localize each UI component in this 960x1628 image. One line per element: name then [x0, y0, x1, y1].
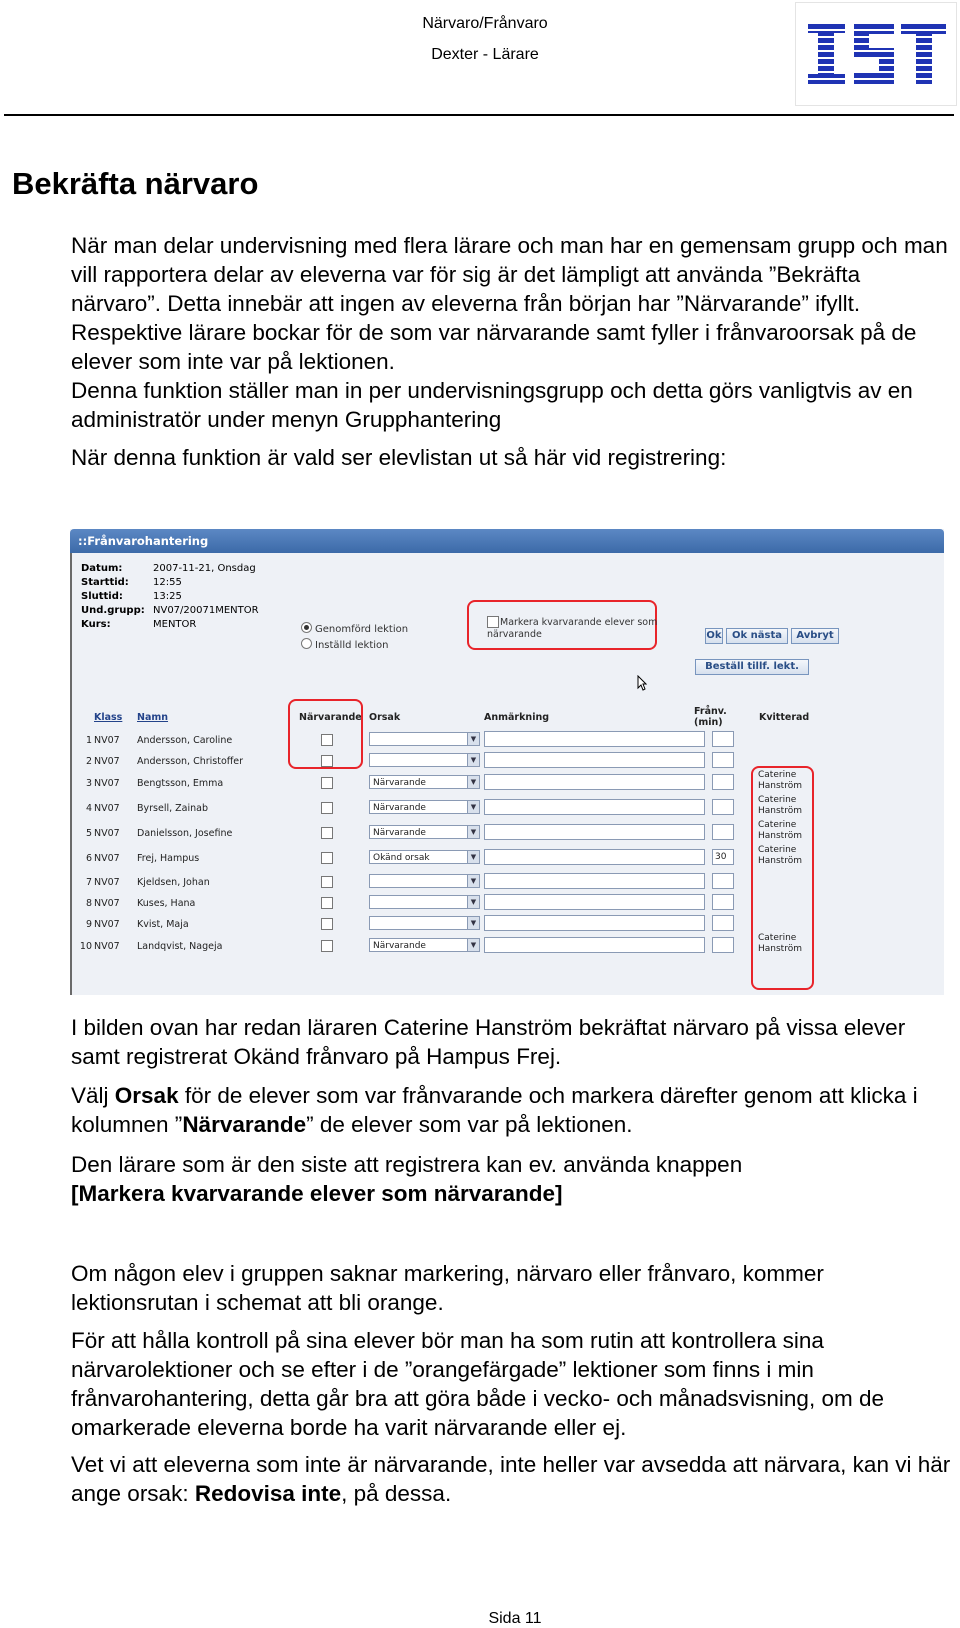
page-number: Sida 11 — [488, 1610, 542, 1627]
absence-minutes-input[interactable] — [712, 752, 734, 768]
header-title: Närvaro/Frånvaro — [422, 15, 548, 32]
absence-minutes-input[interactable] — [712, 894, 734, 910]
table-row — [78, 751, 938, 771]
text-span: ” de elever som var på lektionen. — [306, 1112, 633, 1137]
absence-minutes-input[interactable] — [712, 799, 734, 815]
chevron-down-icon: ▼ — [467, 826, 479, 838]
ok-next-button[interactable]: Ok nästa — [726, 628, 788, 644]
after-paragraph-1: I bilden ovan har redan läraren Caterine Hanström bekräftat närvaro på vissa elever samt registrerat Okänd frånvaro på Hampus Frej. — [71, 1015, 906, 1069]
row-number: 7 — [85, 877, 92, 888]
remark-input[interactable] — [484, 873, 705, 889]
row-klass: NV07 — [94, 756, 120, 767]
acknowledged-by-line: Hanström — [758, 806, 802, 816]
text-span: för de elever som var frånvarande och markera därefter genom att klicka i kolumnen ” — [71, 1083, 918, 1137]
remark-input[interactable] — [484, 915, 705, 931]
remark-input[interactable] — [484, 894, 705, 910]
text-span: , på dessa. — [341, 1481, 452, 1506]
reason-select[interactable] — [369, 732, 480, 746]
table-row — [78, 893, 938, 913]
info-key: Datum: — [81, 563, 123, 574]
ok-button[interactable]: Ok — [705, 628, 723, 644]
remark-input[interactable] — [484, 752, 705, 768]
info-key: Und.grupp: — [81, 605, 145, 616]
row-number: 10 — [79, 941, 92, 952]
remark-input[interactable] — [484, 824, 705, 840]
present-checkbox[interactable] — [321, 755, 333, 767]
row-namn: Frej, Hampus — [137, 853, 200, 864]
header-subtitle: Dexter - Lärare — [431, 46, 539, 63]
acknowledged-by-line: Hanström — [758, 944, 802, 954]
row-namn: Danielsson, Josefine — [137, 828, 233, 839]
column-anmarkning: Anmärkning — [484, 712, 550, 723]
column-franvaro — [694, 706, 727, 728]
acknowledged-by-line: Caterine — [758, 820, 797, 830]
row-klass: NV07 — [94, 877, 120, 888]
intro-paragraph-2: Denna funktion ställer man in per undervisningsgrupp och detta görs vanligtvis av en administratör under menyn Grupphantering — [71, 378, 913, 432]
info-row — [81, 577, 381, 591]
page-header — [0, 0, 960, 118]
bold-orsak: Orsak — [114, 1083, 179, 1108]
absence-minutes-input[interactable] — [712, 915, 734, 931]
acknowledged-by — [758, 933, 818, 955]
screenshot-title-bar: ::Frånvarohantering — [70, 529, 944, 553]
table-row — [78, 795, 938, 818]
acknowledged-by-line: Caterine — [758, 933, 797, 943]
column-franvaro-line: Frånv. — [694, 706, 727, 717]
after-paragraph-4: Om någon elev i gruppen saknar markering, närvaro eller frånvaro, kommer lektionsrutan i schemat att bli orange. — [71, 1261, 824, 1315]
chevron-down-icon: ▼ — [467, 733, 479, 745]
table-row — [78, 872, 938, 892]
bold-narvarande: Närvarande — [182, 1112, 307, 1137]
info-value: MENTOR — [153, 619, 197, 630]
row-namn: Andersson, Caroline — [137, 735, 233, 746]
column-kvitterad: Kvitterad — [759, 712, 810, 723]
cancel-button[interactable]: Avbryt — [791, 628, 839, 644]
acknowledged-by — [758, 820, 818, 842]
after-paragraph-5: För att hålla kontroll på sina elever bör man ha som rutin att kontrollera sina närvarolektioner och se efter i de ”orangefärgade” lektioner som finns i min frånvarohantering, detta går bra att göra både i vecko- och månadsvisning, om de omarkerade eleverna borde ha varit närvarande eller ej. — [71, 1328, 884, 1440]
reason-select[interactable] — [369, 895, 480, 909]
chevron-down-icon: ▼ — [467, 896, 479, 908]
info-value: 13:25 — [153, 591, 182, 602]
ist-logo — [795, 2, 957, 106]
acknowledged-by — [758, 795, 818, 817]
acknowledged-by-line: Caterine — [758, 795, 797, 805]
mouse-cursor-icon — [637, 675, 647, 691]
reason-select[interactable] — [369, 800, 480, 814]
acknowledged-by — [758, 845, 818, 867]
reason-select-value: Närvarande — [373, 803, 426, 813]
row-klass: NV07 — [94, 853, 120, 864]
chevron-down-icon: ▼ — [467, 776, 479, 788]
row-namn: Kjeldsen, Johan — [137, 877, 210, 888]
reason-select[interactable] — [369, 825, 480, 839]
row-klass: NV07 — [94, 828, 120, 839]
chevron-down-icon: ▼ — [467, 801, 479, 813]
row-number: 8 — [85, 898, 92, 909]
text-span: Välj — [71, 1083, 115, 1108]
present-checkbox[interactable] — [321, 940, 333, 952]
ist-logo-graphic — [796, 3, 956, 105]
row-number: 9 — [85, 919, 92, 930]
chevron-down-icon: ▼ — [467, 875, 479, 887]
reason-select[interactable] — [369, 874, 480, 888]
remark-input[interactable] — [484, 799, 705, 815]
absence-minutes-input[interactable] — [712, 937, 734, 953]
info-key: Starttid: — [81, 577, 129, 588]
present-checkbox[interactable] — [321, 777, 333, 789]
info-value: NV07/20071MENTOR — [153, 605, 259, 616]
radio-unselected-icon — [301, 638, 312, 649]
info-value: 12:55 — [153, 577, 182, 588]
order-extra-lesson-button[interactable]: Beställ tillf. lekt. — [695, 659, 809, 675]
row-klass: NV07 — [94, 941, 120, 952]
after-paragraph-2 — [71, 1081, 951, 1139]
acknowledged-by-line: Hanström — [758, 781, 802, 791]
radio-selected-icon — [301, 622, 312, 633]
reason-select[interactable] — [369, 938, 480, 952]
row-namn: Kvist, Maja — [137, 919, 189, 930]
reason-select[interactable] — [369, 850, 480, 864]
remark-input[interactable] — [484, 937, 705, 953]
radio-lesson-done[interactable] — [301, 622, 408, 635]
row-namn: Landqvist, Nageja — [137, 941, 223, 952]
acknowledged-by-line: Hanström — [758, 856, 802, 866]
screenshot-border — [70, 553, 72, 995]
column-orsak: Orsak — [369, 712, 401, 723]
remark-input[interactable] — [484, 774, 705, 790]
header-divider — [4, 114, 954, 116]
present-checkbox[interactable] — [321, 897, 333, 909]
intro-paragraph-1: När man delar undervisning med flera lärare och man har en gemensam grupp och man vill rapportera delar av eleverna var för sig är det lämpligt att använda ”Bekräfta närvaro”. Detta innebär att ingen av eleverna från början har ”Närvarande” ifyllt. Respektive lärare bockar för de som var närvarande samt fyller i frånvaroorsak på de elever som inte var på lektionen. — [71, 233, 948, 374]
info-row — [81, 605, 381, 619]
table-row — [78, 933, 938, 956]
table-row — [78, 845, 938, 868]
reason-select-value: Närvarande — [373, 778, 426, 788]
radio-lesson-cancelled[interactable] — [301, 638, 389, 651]
table-row — [78, 770, 938, 793]
present-checkbox[interactable] — [321, 918, 333, 930]
reason-select-value: Närvarande — [373, 941, 426, 951]
intro-paragraph-3: När denna funktion är vald ser elevlistan ut så här vid registrering: — [71, 445, 727, 470]
column-narvarande: Närvarande — [299, 712, 362, 723]
absence-management-screenshot — [70, 529, 944, 995]
info-key: Sluttid: — [81, 591, 123, 602]
row-namn: Kuses, Hana — [137, 898, 196, 909]
absence-minutes-input[interactable] — [712, 774, 734, 790]
section-heading: Bekräfta närvaro — [12, 166, 259, 201]
reason-select[interactable] — [369, 753, 480, 767]
info-value: 2007-11-21, Onsdag — [153, 563, 256, 574]
absence-minutes-input[interactable] — [712, 873, 734, 889]
row-klass: NV07 — [94, 735, 120, 746]
info-key: Kurs: — [81, 619, 111, 630]
reason-select-value: Okänd orsak — [373, 853, 430, 863]
info-row — [81, 591, 381, 605]
present-checkbox[interactable] — [321, 734, 333, 746]
present-checkbox[interactable] — [321, 802, 333, 814]
table-row — [78, 730, 938, 750]
row-number: 6 — [85, 853, 92, 864]
present-checkbox[interactable] — [321, 876, 333, 888]
row-klass: NV07 — [94, 778, 120, 789]
text-span: Den lärare som är den siste att registrera kan ev. använda knappen — [71, 1152, 743, 1177]
absence-minutes-input[interactable] — [712, 824, 734, 840]
mark-remaining-label-line: Markera kvarvarande elever som — [500, 617, 658, 628]
table-row — [78, 914, 938, 934]
row-klass: NV07 — [94, 898, 120, 909]
bold-button-name: [Markera kvarvarande elever som närvarande] — [71, 1181, 563, 1206]
present-checkbox[interactable] — [321, 827, 333, 839]
chevron-down-icon: ▼ — [467, 917, 479, 929]
row-number: 1 — [85, 735, 92, 746]
chevron-down-icon: ▼ — [467, 939, 479, 951]
acknowledged-by-line: Caterine — [758, 770, 797, 780]
chevron-down-icon: ▼ — [467, 754, 479, 766]
absence-minutes-input[interactable] — [712, 731, 734, 747]
remark-input[interactable] — [484, 731, 705, 747]
radio-label: Inställd lektion — [315, 640, 389, 651]
remark-input[interactable] — [484, 849, 705, 865]
row-namn: Andersson, Christoffer — [137, 756, 244, 767]
acknowledged-by — [758, 770, 818, 792]
column-klass[interactable]: Klass — [94, 712, 123, 723]
row-number: 5 — [85, 828, 92, 839]
acknowledged-by-line: Hanström — [758, 831, 802, 841]
row-klass: NV07 — [94, 803, 120, 814]
table-row — [78, 820, 938, 843]
mark-remaining-label — [487, 617, 658, 641]
reason-select[interactable] — [369, 775, 480, 789]
reason-select-value: Närvarande — [373, 828, 426, 838]
chevron-down-icon: ▼ — [467, 851, 479, 863]
absence-minutes-input[interactable]: 30 — [712, 849, 734, 865]
bold-redovisa-inte: Redovisa inte — [194, 1481, 342, 1506]
mark-remaining-checkbox[interactable] — [487, 616, 499, 628]
present-checkbox[interactable] — [321, 852, 333, 864]
row-namn: Bengtsson, Emma — [137, 778, 224, 789]
radio-label: Genomförd lektion — [315, 624, 409, 635]
after-paragraph-3 — [71, 1150, 951, 1208]
mark-remaining-label-line: närvarande — [487, 629, 542, 640]
row-klass: NV07 — [94, 919, 120, 930]
column-franvaro-line: (min) — [694, 717, 723, 728]
row-number: 4 — [85, 803, 92, 814]
reason-select[interactable] — [369, 916, 480, 930]
row-number: 3 — [85, 778, 92, 789]
row-number: 2 — [85, 756, 92, 767]
acknowledged-by-line: Caterine — [758, 845, 797, 855]
info-row — [81, 563, 381, 577]
row-namn: Byrsell, Zainab — [137, 803, 208, 814]
column-namn[interactable]: Namn — [137, 712, 169, 723]
text-span: Vet vi att eleverna som inte är närvarande, inte heller var avsedda att närvara, kan vi här ange orsak: — [71, 1452, 951, 1506]
after-paragraph-6 — [71, 1450, 951, 1508]
